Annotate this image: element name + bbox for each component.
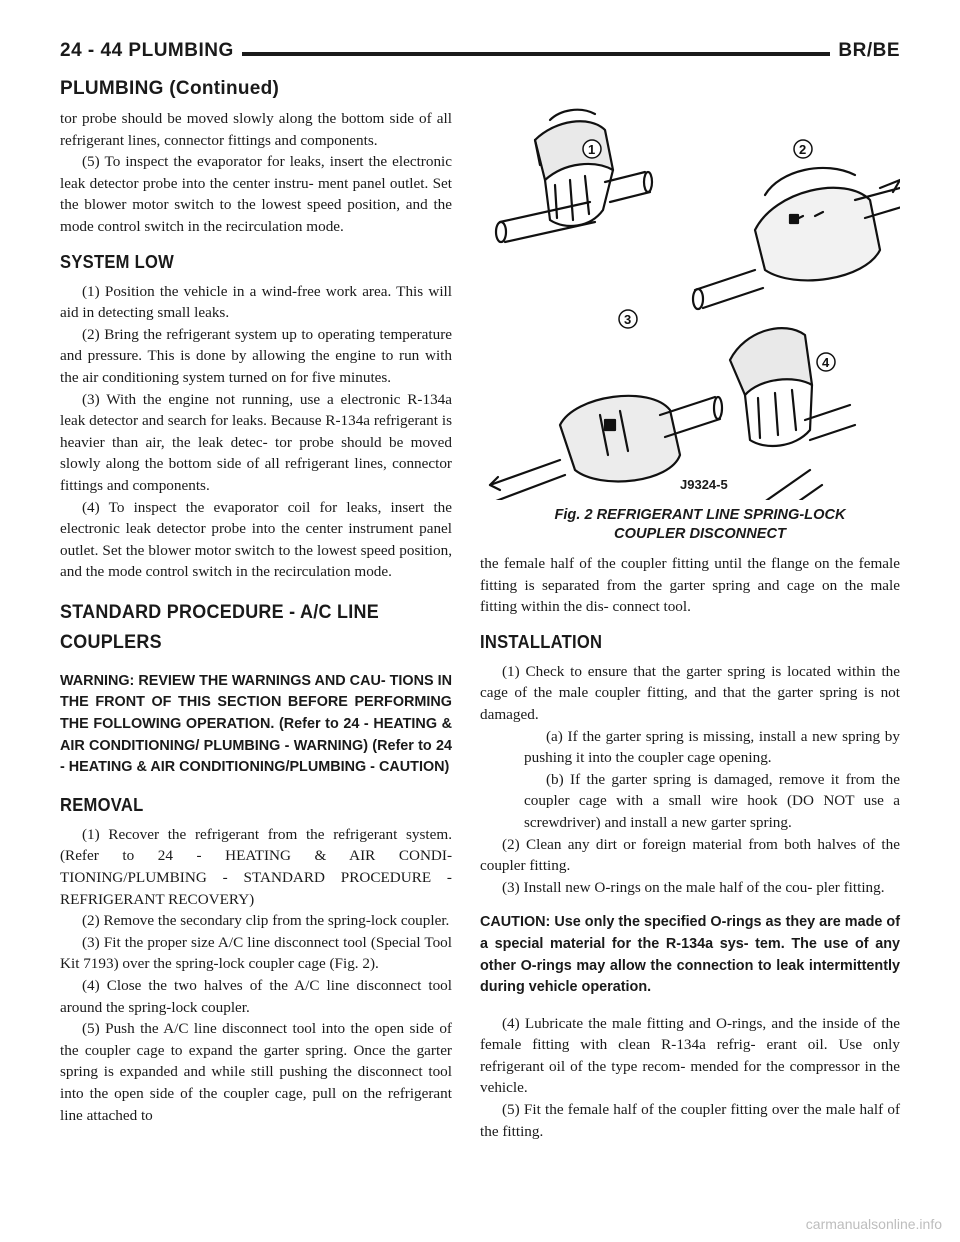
paragraph: (4) Close the two halves of the A/C line disconnect tool around the spring-lock coupler. bbox=[60, 977, 452, 1016]
paragraph: (3) Fit the proper size A/C line disconnect tool (Special Tool Kit 7193) over the spring-lock coupler cage (Fig. 2). bbox=[60, 933, 452, 973]
caption-line: Fig. 2 REFRIGERANT LINE SPRING-LOCK bbox=[554, 507, 846, 523]
figure-caption bbox=[520, 506, 880, 544]
page-section-number: 24 - 44 PLUMBING bbox=[60, 40, 242, 62]
paragraph: the female half of the coupler fitting until the flange on the female fitting is separated from the garter spring and cage on the male fitting within the dis- connect tool. bbox=[480, 555, 900, 616]
callout-1: 1 bbox=[588, 142, 596, 157]
paragraph: (5) To inspect the evaporator for leaks, insert the electronic leak detector probe into the center instru- ment panel outlet. Set the blower motor switch to the lowest speed position, and the mode control switch in the recirculation mode. bbox=[60, 153, 452, 235]
warning-text: WARNING: REVIEW THE WARNINGS AND CAU- TIONS IN THE FRONT OF THIS SECTION BEFORE PERFORMING THE FOLLOWING OPERATION. (Refer to 24 - HEATING & AIR CONDITIONING/ PLUMBING - WARNING) (Refer to 24 - HEATING & AIR CONDITIONING/PLUMBING - CAUTION) bbox=[60, 672, 453, 776]
paragraph: (1) Position the vehicle in a wind-free work area. This will aid in detecting small leaks. bbox=[60, 282, 452, 322]
paragraph: (4) To inspect the evaporator coil for leaks, insert the electronic leak detector probe into the center instrument panel outlet. Set the blower motor switch to the lowest speed position, and the mode control switch in the recirculation mode. bbox=[60, 498, 452, 581]
step-2-drawing bbox=[693, 168, 900, 309]
continued-title: PLUMBING (Continued) bbox=[60, 78, 280, 99]
paragraph: (2) Bring the refrigerant system up to operating temperature and pressure. This is done by allowing the engine to run with the air conditioning system turned on for five minutes. bbox=[60, 325, 452, 386]
paragraph: (2) Clean any dirt or foreign material from both halves of the coupler fitting. bbox=[480, 835, 900, 875]
step-4-drawing bbox=[709, 328, 855, 500]
paragraph: (2) Remove the secondary clip from the spring-lock coupler. bbox=[82, 912, 450, 930]
section-heading-removal: REMOVAL bbox=[60, 794, 144, 815]
model-code: BR/BE bbox=[830, 40, 900, 62]
caption-line: COUPLER DISCONNECT bbox=[614, 526, 786, 542]
paragraph: (b) If the garter spring is damaged, remove it from the coupler cage with a small wire hook (DO NOT use a screwdriver) and install a new garter spring. bbox=[524, 770, 900, 831]
coupler-disconnect-illustration bbox=[480, 100, 900, 500]
caution-text: CAUTION: Use only the specified O-rings as they are made of a special material for the R-134a sys- tem. The use of any other O-rings may allow the connection to leak intermittently during vehicle operation. bbox=[480, 914, 900, 996]
paragraph: (3) Install new O-rings on the male half of the cou- pler fitting. bbox=[502, 878, 885, 896]
section-heading-system-low: SYSTEM LOW bbox=[60, 251, 175, 272]
paragraph: tor probe should be moved slowly along the bottom side of all refrigerant lines, connector fittings and components. bbox=[60, 110, 452, 149]
heading-line: COUPLERS bbox=[60, 630, 162, 653]
callout-3: 3 bbox=[624, 312, 632, 327]
paragraph: (5) Push the A/C line disconnect tool into the open side of the coupler cage to expand the garter spring. Once the garter spring is expanded and while still pushing the disconnect tool into the open side of the coupler cage, pull on the refrigerant line attached to bbox=[60, 1020, 452, 1124]
callout-2: 2 bbox=[799, 142, 807, 157]
paragraph: (4) Lubricate the male fitting and O-rings, and the inside of the female fitting with clean R-134a refrig- erant oil. Use only refrigerant oil of the type recom- mended for the compressor in the vehicle. bbox=[480, 1014, 900, 1097]
section-heading-installation: INSTALLATION bbox=[480, 631, 603, 652]
paragraph: (5) Fit the female half of the coupler fitting over the male half of the fitting. bbox=[480, 1101, 900, 1140]
figure-id: J9324-5 bbox=[680, 477, 728, 492]
section-heading-standard-procedure bbox=[60, 597, 421, 657]
heading-line: STANDARD PROCEDURE - A/C LINE bbox=[60, 600, 379, 623]
step-1-drawing bbox=[496, 110, 652, 242]
callout-4: 4 bbox=[822, 355, 830, 370]
right-column bbox=[480, 553, 900, 1142]
watermark: carmanualsonline.info bbox=[805, 1216, 942, 1232]
paragraph: (3) With the engine not running, use a electronic R-134a leak detector and search for leaks. Because R-134a refrigerant is heavier than air, the leak detec- tor probe should be moved slowly along the bottom side of all refrigerant lines, connector fittings and components. bbox=[60, 390, 452, 494]
paragraph: (1) Recover the refrigerant from the refrigerant system. (Refer to 24 - HEATING & AIR CONDI- TIONING/PLUMBING - STANDARD PROCEDURE - REFRIGERANT RECOVERY) bbox=[60, 825, 452, 908]
paragraph: (1) Check to ensure that the garter spring is located within the cage of the male coupler fitting, and that the garter spring is not damaged. bbox=[480, 662, 900, 723]
page-header bbox=[60, 40, 900, 76]
paragraph: (a) If the garter spring is missing, install a new spring by pushing it into the coupler cage opening. bbox=[524, 727, 900, 767]
left-column bbox=[60, 108, 452, 1126]
